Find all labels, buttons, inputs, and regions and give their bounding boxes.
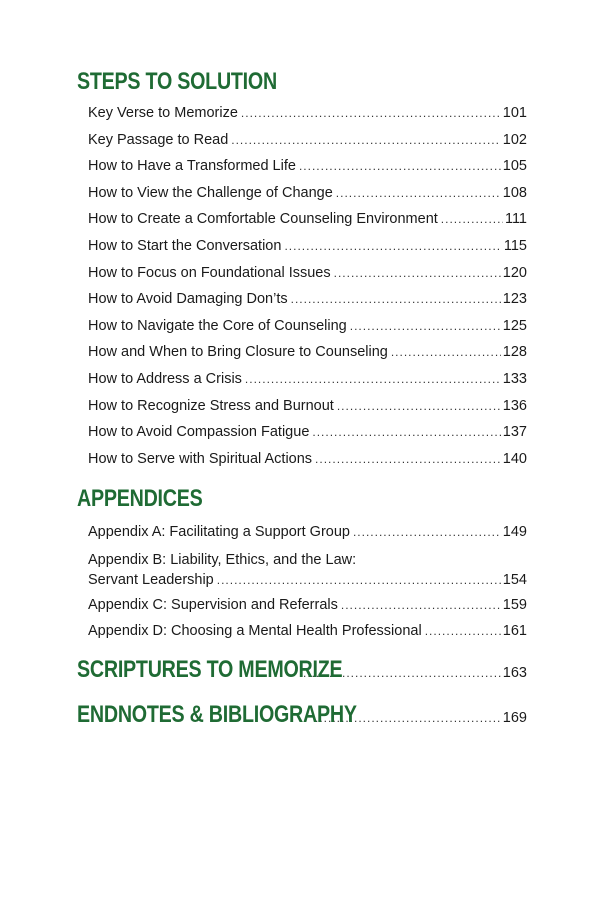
leader-dots — [441, 206, 503, 233]
toc-entry[interactable] — [77, 393, 527, 420]
entry-label: Servant Leadership — [88, 571, 214, 588]
leader-dots — [425, 618, 501, 645]
leader-dots — [312, 419, 500, 446]
entry-page: 101 — [502, 105, 527, 121]
entry-page: 108 — [502, 184, 527, 201]
entry-page: 133 — [502, 370, 527, 387]
leader-dots — [334, 260, 501, 287]
leader-dots — [299, 153, 501, 180]
leader-dots — [217, 570, 501, 590]
entry-page: 137 — [502, 424, 527, 441]
toc-entry[interactable] — [77, 180, 527, 207]
section-title: STEPS TO SOLUTION — [77, 68, 277, 95]
entry-page: 102 — [502, 131, 527, 148]
entry-label: Appendix C: Supervision and Referrals — [88, 596, 338, 613]
toc-entry[interactable] — [77, 419, 527, 446]
entry-page: 120 — [502, 264, 527, 281]
toc-entry[interactable] — [77, 592, 527, 619]
entry-label: Appendix D: Choosing a Mental Health Professional — [88, 623, 422, 640]
section-appendices — [77, 485, 527, 645]
entry-page: 111 — [504, 211, 527, 228]
toc-entry[interactable] — [77, 546, 527, 592]
toc-entry[interactable] — [77, 233, 527, 260]
entry-label: How to Navigate the Core of Counseling — [88, 317, 347, 334]
toc-entry[interactable] — [77, 366, 527, 393]
entry-page: 140 — [502, 450, 527, 467]
toc-entry[interactable] — [77, 260, 527, 287]
leader-dots — [241, 100, 501, 127]
leader-dots — [353, 519, 501, 546]
title-wrap — [77, 701, 357, 729]
entry-page: 128 — [502, 344, 527, 361]
entry-page: 154 — [502, 571, 527, 588]
toc-entry-endnotes[interactable] — [77, 701, 527, 729]
entry-line2 — [88, 570, 527, 590]
leader-dots — [350, 313, 501, 340]
entry-label: How to Serve with Spiritual Actions — [88, 450, 313, 467]
entry-label: How to Address a Crisis — [88, 370, 242, 387]
entry-label: How to Focus on Foundational Issues — [88, 264, 331, 281]
entry-page: 115 — [503, 237, 527, 254]
entry-page: 163 — [502, 665, 527, 681]
leader-dots — [245, 366, 501, 393]
toc-entry[interactable] — [77, 100, 527, 127]
entry-page: 105 — [502, 158, 527, 175]
toc-entry[interactable] — [77, 286, 527, 313]
title-wrap — [77, 656, 343, 684]
entry-label: How to Create a Comfortable Counseling Environment — [88, 211, 438, 228]
entry-label: How to Have a Transformed Life — [88, 158, 296, 175]
toc-entry[interactable] — [77, 339, 527, 366]
leader-dots — [337, 393, 501, 420]
toc-list — [77, 100, 527, 472]
entry-label: Key Verse to Memorize — [88, 105, 238, 121]
toc-entry[interactable] — [77, 618, 527, 645]
toc-entry[interactable] — [77, 153, 527, 180]
entry-label: How to Start the Conversation — [88, 237, 282, 254]
entry-page: 159 — [502, 596, 527, 613]
leader-dots — [341, 592, 501, 619]
entry-label: How to View the Challenge of Change — [88, 184, 333, 201]
entry-page: 123 — [502, 291, 527, 308]
entry-label-line1: Appendix B: Liability, Ethics, and the Law: — [88, 551, 357, 568]
entry-label: How to Avoid Compassion Fatigue — [88, 424, 310, 441]
entry-page: 169 — [502, 710, 527, 726]
entry-label: Appendix A: Facilitating a Support Group — [88, 524, 350, 540]
leader-dots — [231, 127, 501, 154]
toc-entry[interactable] — [77, 313, 527, 340]
entry-page: 149 — [502, 524, 527, 540]
entry-page: 161 — [502, 623, 527, 640]
entry-label: How to Recognize Stress and Burnout — [88, 397, 334, 414]
section-title: SCRIPTURES TO MEMORIZE — [77, 656, 343, 683]
toc-entry[interactable] — [77, 127, 527, 154]
section-title: APPENDICES — [77, 485, 203, 512]
toc-list — [77, 519, 527, 645]
leader-dots — [391, 339, 501, 366]
leader-dots — [336, 180, 501, 207]
leader-dots — [291, 286, 501, 313]
toc-entry[interactable] — [77, 519, 527, 546]
entry-label: Key Passage to Read — [88, 131, 229, 148]
leader-dots — [315, 446, 501, 473]
leader-dots — [284, 233, 501, 260]
entry-page: 125 — [502, 317, 527, 334]
entry-label: How and When to Bring Closure to Counseling — [88, 344, 388, 361]
toc-entry[interactable] — [77, 446, 527, 473]
section-title: ENDNOTES & BIBLIOGRAPHY — [77, 701, 357, 728]
entry-label: How to Avoid Damaging Don’ts — [88, 291, 288, 308]
entry-page: 136 — [502, 397, 527, 414]
toc-entry[interactable] — [77, 206, 527, 233]
section-steps-to-solution — [77, 68, 527, 472]
toc-entry-scriptures[interactable] — [77, 656, 527, 684]
